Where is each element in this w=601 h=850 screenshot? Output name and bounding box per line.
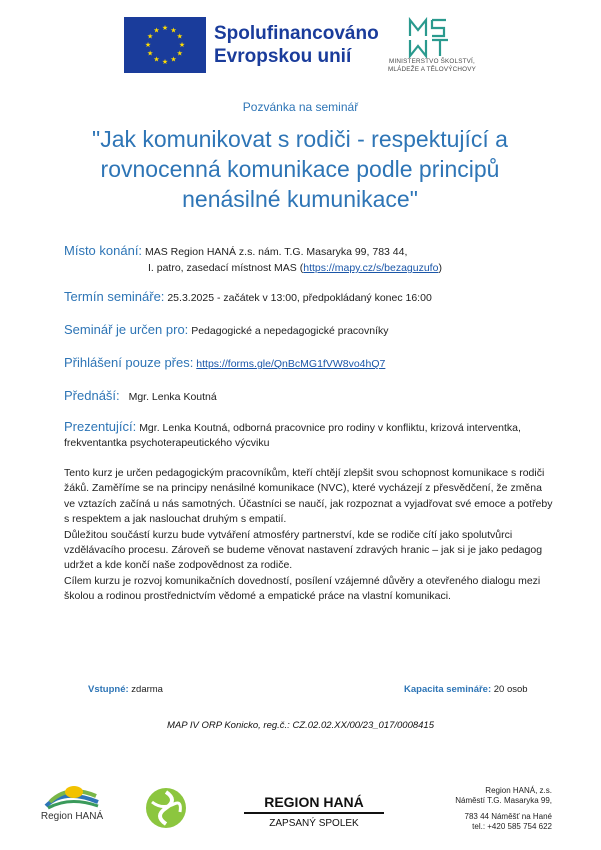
title-line-3: nenásilné kumunikace" [182,186,418,212]
address-line-2: Náměstí T.G. Masaryka 99, [455,796,552,806]
ministry-text [386,58,478,74]
capacity-label: Kapacita semináře: [404,684,492,695]
presenter-line-2: frekventantka psychoterapeutického výcviku [64,437,270,449]
presenter-row-2 [64,437,269,449]
org-subtitle: ZAPSANÝ SPOLEK [269,818,359,829]
presenter-row [64,419,521,434]
svg-text:★: ★ [176,32,183,41]
signup-row [64,355,385,370]
signup-form-link[interactable]: https://forms.gle/QnBcMG1fVW8vo4hQ7 [196,358,386,370]
eu-cofunding-text [214,22,379,68]
lecturer-label: Přednáší: [64,388,120,403]
address-line-1: Region HANÁ, z.s. [485,786,552,795]
ministry-line-1: MINISTERSTVO ŠKOLSTVÍ, [389,58,475,65]
svg-text:★: ★ [147,49,154,58]
eu-line-1: Spolufinancováno [214,23,379,44]
svg-text:★: ★ [147,32,154,41]
svg-text:★: ★ [144,41,152,49]
svg-text:★: ★ [161,58,169,66]
address-line-3: 783 44 Náměšť na Hané [464,811,552,821]
region-hana-logo-text: Region HANÁ [40,811,104,822]
eu-line-2: Evropskou unií [214,46,352,67]
fee-info [88,684,163,695]
msmt-logo [404,16,456,58]
svg-text:★: ★ [161,24,169,32]
svg-text:★: ★ [170,26,177,35]
audience-label: Seminář je určen pro: [64,322,189,337]
address-line-4: tel.: +420 585 754 622 [472,821,552,831]
svg-text:★: ★ [153,26,160,35]
title-line-1: "Jak komunikovat s rodiči - respektující a [92,126,508,152]
venue-label: Místo konání: [64,243,143,258]
svg-text:★: ★ [170,55,177,64]
org-address [440,786,552,832]
venue-line-2-suffix: ) [438,262,442,274]
date-label: Termín semináře: [64,289,165,304]
seminar-title [40,124,560,214]
description-paragraph-1: Tento kurz je určen pedagogickým pracovníkům, kteří chtějí zlepšit svou schopnost komunikace s rodiči žáků. Zaměříme se na principy nenásilné komunikace (NVC), které vycházejí z přesvědčení, že změna ve vztazích začíná u nás samotných. Účastníci se naučí, jak rozpoznat a vyjadřovat své emoce a potřeby s respektem a jak naslouchat druhým s empatií. [64,467,553,526]
svg-text:★: ★ [176,49,183,58]
ministry-line-2: MLÁDEŽE A TĚLOVÝCHOVY [387,66,477,73]
presenter-label: Prezentující: [64,419,137,434]
date-value: 25.3.2025 - začátek v 13:00, předpokládaný konec 16:00 [167,292,432,304]
footer-divider [244,812,384,814]
invitation-heading: Pozvánka na seminář [242,100,359,114]
audience-row [64,322,389,337]
fee-label: Vstupné: [88,684,129,695]
green-swirl-logo-icon [144,786,188,830]
svg-text:★: ★ [153,55,160,64]
venue-line-1: MAS Region HANÁ z.s. nám. T.G. Masaryka 99, 783 44, [144,246,408,258]
presenter-line-1: Mgr. Lenka Koutná, odborná pracovnice pro rodiny v konfliktu, krizová interventka, [139,422,521,434]
fee-value: zdarma [131,684,163,695]
venue-row [64,243,407,258]
capacity-info [404,684,528,695]
course-description [64,466,554,605]
registration-reference: MAP IV ORP Konicko, reg.č.: CZ.02.02.XX/00/23_017/0008415 [166,720,435,731]
signup-label: Přihlášení pouze přes: [64,355,194,370]
svg-text:★: ★ [178,41,186,49]
venue-map-link[interactable]: https://mapy.cz/s/bezaguzufo [303,262,439,274]
title-line-2: rovnocenná komunikace podle principů [100,156,500,182]
region-hana-logo-icon [44,782,100,810]
date-row [64,289,432,304]
description-paragraph-2: Důležitou součástí kurzu bude vytváření atmosféry partnerství, kde se rodiče cítí jako spolutvůrci vzdělávacího procesu. Zároveň se budeme věnovat nastavení zdravých hranic – jak si je jako pedagog udržet a kde končí naše zodpovědnost za rodiče. [64,528,543,572]
eu-flag-logo [124,17,206,73]
venue-line-2-prefix: I. patro, zasedací místnost MAS ( [148,262,304,274]
venue-row-2 [148,262,442,274]
description-paragraph-3: Cílem kurzu je rozvoj komunikačních dovedností, posílení vzájemné důvěry a otevřeného dialogu mezi školou a rodinou prostřednictvím vědomé a empatické práce na vlastní komunikaci. [64,574,541,603]
org-name: REGION HANÁ [264,794,364,810]
lecturer-row [64,388,217,403]
capacity-value: 20 osob [493,684,528,695]
lecturer-value: Mgr. Lenka Koutná [128,391,217,403]
audience-value: Pedagogické a nepedagogické pracovníky [191,325,389,337]
